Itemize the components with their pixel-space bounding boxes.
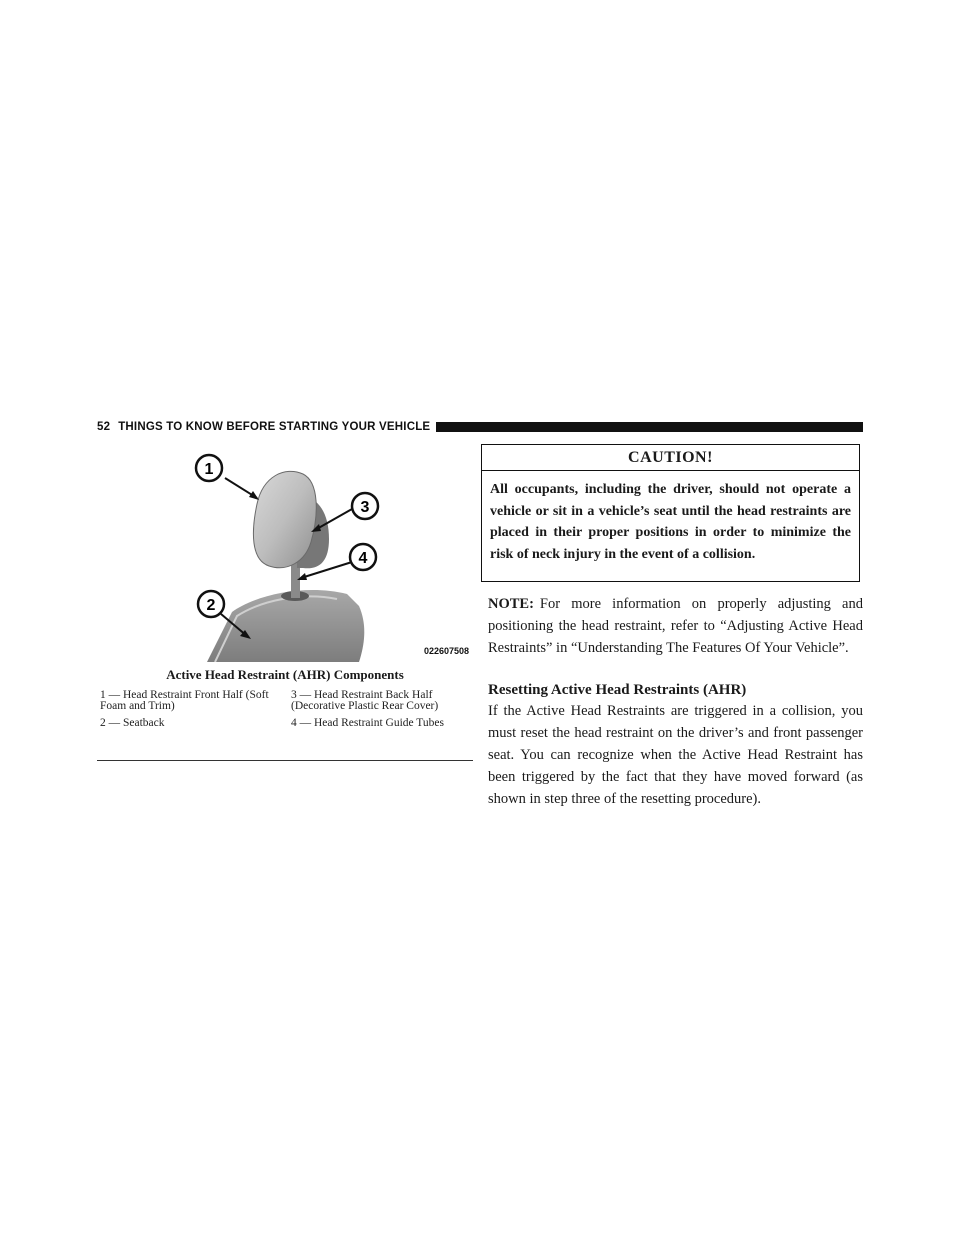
callout-4-label: 4 bbox=[358, 550, 368, 567]
legend-item-4: 4 — Head Restraint Guide Tubes bbox=[291, 717, 445, 729]
callout-4 bbox=[350, 544, 376, 570]
head-restraint-figure bbox=[97, 444, 473, 662]
callout-1 bbox=[196, 455, 222, 481]
callout-2 bbox=[198, 591, 224, 617]
page-number: 52 bbox=[97, 421, 111, 433]
section-paragraph: If the Active Head Restraints are triggered in a collision, you must reset the head restraint on the driver’s and front passenger seat. You can recognize when the Active Head Restraint has been triggered by the fact that they have moved forward (as shown in step three of the resetting procedure). bbox=[488, 703, 863, 807]
legend-row bbox=[100, 690, 473, 718]
caution-box bbox=[481, 444, 860, 582]
callout-3-label: 3 bbox=[360, 499, 370, 516]
figure-caption: Active Head Restraint (AHR) Components bbox=[166, 667, 404, 682]
legend-row bbox=[100, 718, 473, 735]
note-label: NOTE: bbox=[488, 596, 534, 612]
note-text: For more information on properly adjusting and positioning the head restraint, refer to “Adjusting Active Head Restraints” in “Understanding The Features Of Your Vehicle”. bbox=[488, 596, 863, 656]
legend-divider bbox=[97, 760, 473, 761]
caution-title: CAUTION! bbox=[482, 445, 859, 471]
header-rule bbox=[436, 422, 863, 432]
section-title: THINGS TO KNOW BEFORE STARTING YOUR VEHICLE bbox=[118, 421, 431, 433]
seatback-shape bbox=[207, 590, 364, 662]
legend-item-2: 2 — Seatback bbox=[100, 717, 165, 729]
section-heading: Resetting Active Head Restraints (AHR) bbox=[488, 682, 747, 698]
head-restraint-illustration bbox=[97, 444, 473, 662]
legend-item-1: 1 — Head Restraint Front Half (Soft Foam and Trim) bbox=[100, 689, 269, 712]
callout-1-label: 1 bbox=[204, 461, 214, 478]
figure-legend bbox=[100, 690, 473, 735]
legend-item-3: 3 — Head Restraint Back Half (Decorative Plastic Rear Cover) bbox=[291, 689, 439, 712]
callout-3 bbox=[352, 493, 378, 519]
callout-2-label: 2 bbox=[206, 597, 216, 614]
note-paragraph bbox=[488, 593, 863, 659]
caution-text: All occupants, including the driver, should not operate a vehicle or sit in a vehicle’s seat until the head restraints are placed in their proper positions in order to minimize the risk of neck injury in the event of a collision. bbox=[490, 482, 851, 562]
page-header bbox=[97, 420, 863, 434]
image-code: 022607508 bbox=[423, 646, 469, 656]
